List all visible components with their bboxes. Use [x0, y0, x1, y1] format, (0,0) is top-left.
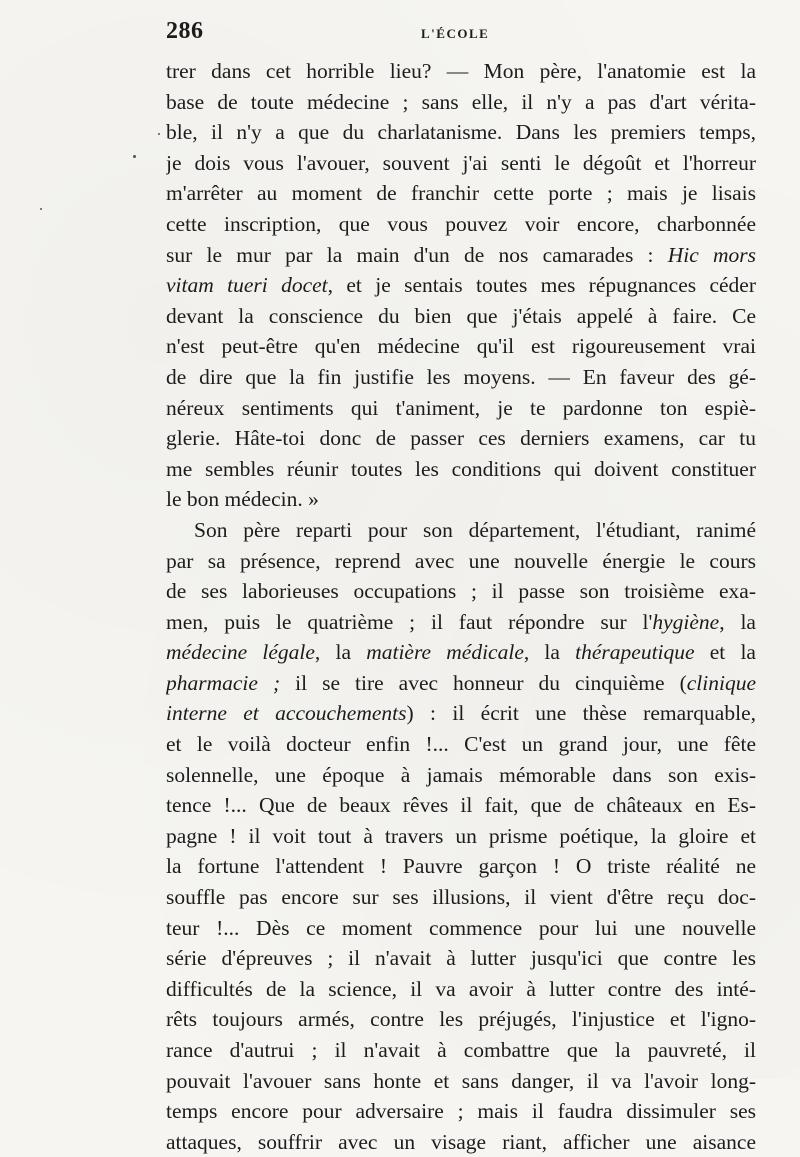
italic-text: interne et accouchements	[166, 701, 407, 726]
text-line	[166, 1127, 756, 1157]
page-number: 286	[166, 18, 204, 44]
text-line	[166, 209, 756, 240]
text-line	[166, 821, 756, 852]
text-segment: difficultés de la science, il va avoir à lutter contre des inté-	[166, 976, 756, 1001]
text-line	[166, 423, 756, 454]
text-line	[166, 668, 756, 699]
italic-text: clinique	[686, 670, 756, 695]
text-segment: solennelle, une époque à jamais mémorable dans son exis-	[166, 762, 756, 787]
text-line	[166, 240, 756, 271]
text-segment: rêts toujours armés, contre les préjugés, l'injustice et l'igno-	[166, 1007, 756, 1032]
text-segment: m'arrêter au moment de franchir cette porte ; mais je lisais	[166, 181, 756, 206]
text-segment: je dois vous l'avouer, souvent j'ai senti le dégoût et l'horreur	[166, 150, 756, 175]
italic-text: Hic mors	[667, 242, 756, 267]
text-line	[166, 760, 756, 791]
print-speck	[133, 155, 136, 158]
text-segment: , la	[314, 640, 367, 665]
italic-text: pharmacie ;	[166, 670, 281, 695]
text-segment: , la	[719, 609, 756, 634]
text-segment: le bon médecin. »	[166, 487, 319, 512]
text-line	[166, 148, 756, 179]
text-segment: teur !... Dès ce moment commence pour lui une nouvelle	[166, 915, 756, 940]
text-segment: , et je sentais toutes mes répugnances céder	[327, 273, 756, 298]
text-line	[166, 515, 756, 546]
text-segment: sur le mur par la main d'un de nos camarades :	[166, 242, 668, 267]
text-segment: ble, il n'y a que du charlatanisme. Dans les premiers temps,	[166, 120, 756, 145]
text-line	[166, 974, 756, 1005]
text-segment: néreux sentiments qui t'animent, je te pardonne ton espiè-	[166, 395, 756, 420]
text-line	[166, 729, 756, 760]
text-segment: pagne ! il voit tout à travers un prisme poétique, la gloire et	[166, 823, 756, 848]
text-segment: n'est peut-être qu'en médecine qu'il est rigoureusement vrai	[166, 334, 756, 359]
text-line	[166, 117, 756, 148]
italic-text: médecine légale	[166, 640, 315, 665]
text-line	[166, 790, 756, 821]
text-segment: temps encore pour adversaire ; mais il faudra dissimuler ses	[166, 1099, 756, 1124]
text-line	[166, 943, 756, 974]
text-segment: pouvait l'avouer sans honte et sans danger, il va l'avoir long-	[166, 1068, 756, 1093]
print-speck	[40, 208, 42, 210]
text-segment: de ses laborieuses occupations ; il passe son troisième exa-	[166, 579, 756, 604]
text-segment: devant la conscience du bien que j'étais appelé à faire. Ce	[166, 303, 756, 328]
text-line	[166, 270, 756, 301]
text-segment: trer dans cet horrible lieu? — Mon père, l'anatomie est la	[166, 59, 756, 83]
running-head: L'ÉCOLE	[421, 26, 490, 41]
text-line	[166, 698, 756, 729]
text-line	[166, 178, 756, 209]
print-speck	[158, 133, 160, 135]
text-line	[166, 1004, 756, 1035]
text-line	[166, 454, 756, 485]
text-line	[166, 882, 756, 913]
text-segment: il se tire avec honneur du cinquième (	[280, 670, 687, 695]
text-segment: attaques, souffrir avec un visage riant, afficher une aisance	[166, 1129, 756, 1154]
text-segment: la fortune l'attendent ! Pauvre garçon ! O triste réalité ne	[166, 854, 756, 879]
text-line	[166, 637, 756, 668]
italic-text: vitam tueri docet	[166, 273, 328, 298]
text-line	[166, 393, 756, 424]
body-text	[166, 56, 756, 1157]
text-segment: par sa présence, reprend avec une nouvelle énergie le cours	[166, 548, 756, 573]
text-line	[166, 576, 756, 607]
text-line	[166, 546, 756, 577]
text-segment: de dire que la fin justifie les moyens. — En faveur des gé-	[166, 364, 756, 389]
text-segment: souffle pas encore sur ses illusions, il vient d'être reçu doc-	[166, 885, 756, 910]
text-segment: tence !... Que de beaux rêves il fait, que de châteaux en Es-	[166, 793, 756, 818]
text-line	[166, 301, 756, 332]
text-segment: glerie. Hâte-toi donc de passer ces derniers examens, car tu	[166, 426, 756, 451]
italic-text: thérapeutique	[575, 640, 695, 665]
page-header	[166, 18, 753, 48]
text-line	[166, 1035, 756, 1066]
italic-text: hygiène	[652, 609, 720, 634]
text-segment: et le voilà docteur enfin !... C'est un grand jour, une fête	[166, 732, 756, 757]
text-segment: rance d'autrui ; il n'avait à combattre que la pauvreté, il	[166, 1038, 756, 1062]
text-line	[166, 851, 756, 882]
text-segment: cette inscription, que vous pouvez voir encore, charbonnée	[166, 211, 756, 236]
text-segment: base de toute médecine ; sans elle, il n'y a pas d'art vérita-	[166, 89, 756, 114]
text-line	[166, 1096, 756, 1127]
text-line	[166, 331, 756, 362]
text-line	[166, 913, 756, 944]
text-line	[166, 484, 756, 515]
text-line	[166, 607, 756, 638]
text-segment: ) : il écrit une thèse remarquable,	[406, 701, 756, 726]
text-segment: , la	[523, 640, 576, 665]
text-segment: Son père reparti pour son département, l'étudiant, ranimé	[194, 517, 756, 542]
text-segment: me sembles réunir toutes les conditions qui doivent constituer	[166, 456, 756, 481]
italic-text: matière médicale	[366, 640, 524, 665]
text-line	[166, 1066, 756, 1097]
text-segment: et la	[694, 640, 756, 665]
text-line	[166, 87, 756, 118]
text-segment: men, puis le quatrième ; il faut répondre sur l'	[166, 609, 653, 634]
text-segment: série d'épreuves ; il n'avait à lutter jusqu'ici que contre les	[166, 946, 756, 971]
text-line	[166, 362, 756, 393]
text-line	[166, 56, 756, 87]
